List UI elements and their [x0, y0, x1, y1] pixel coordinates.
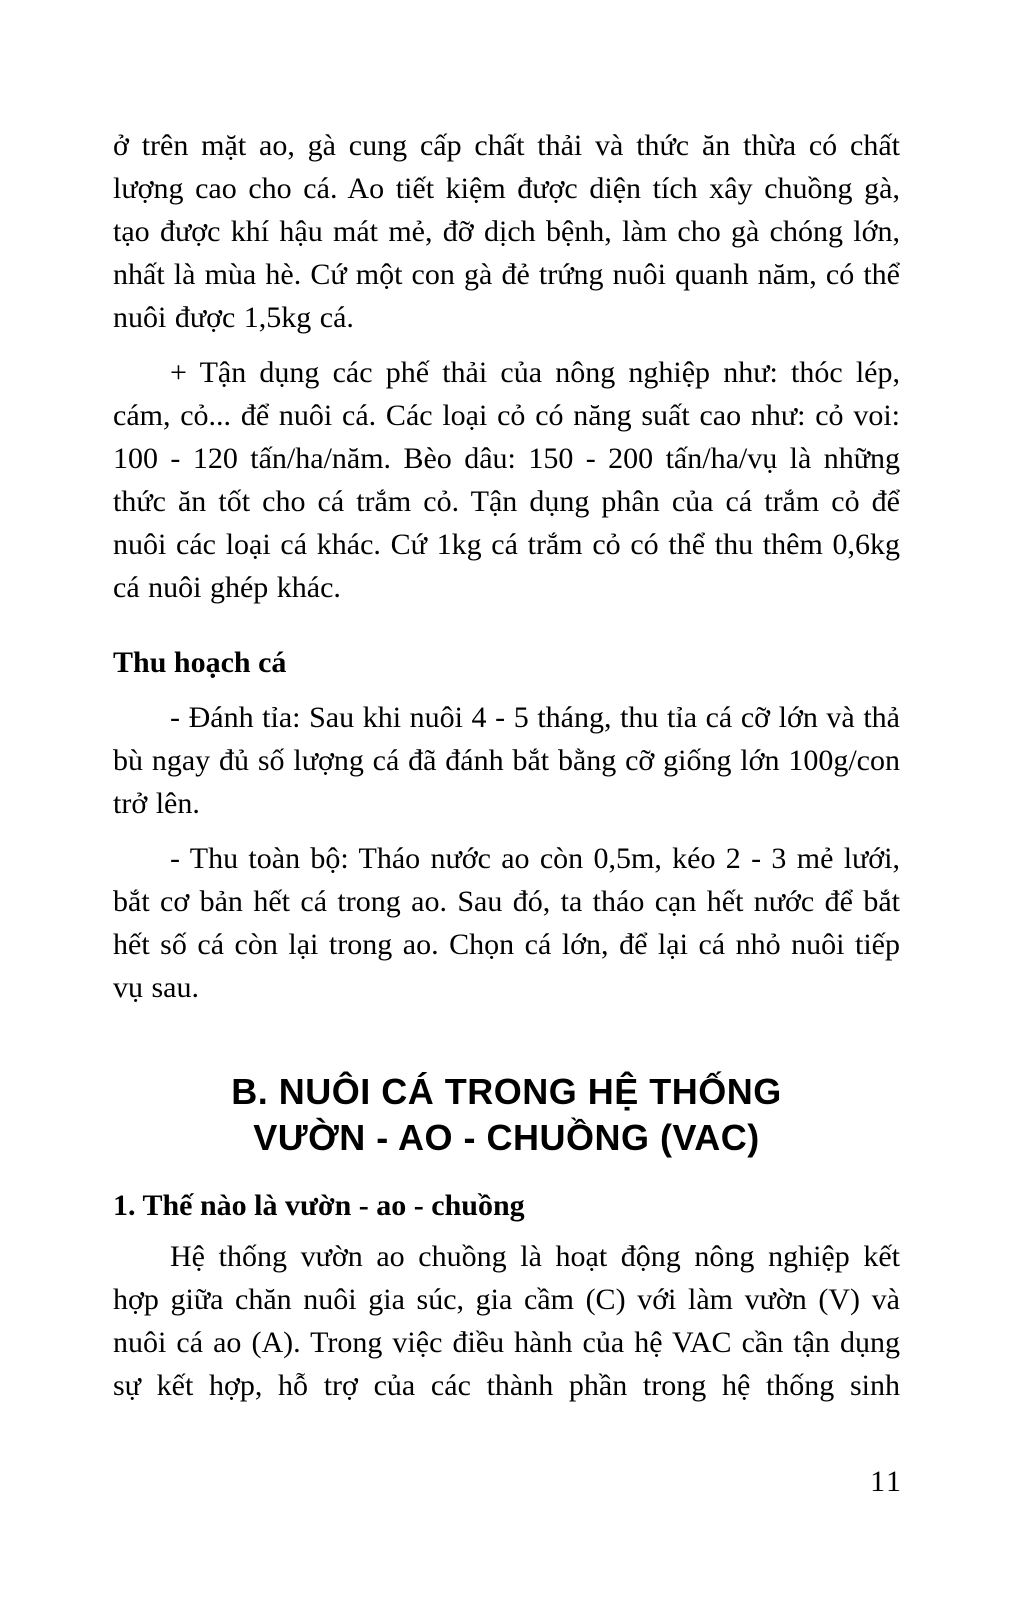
paragraph-chicken-pond-benefits: ở trên mặt ao, gà cung cấp chất thải và thức ăn thừa có chất lượng cao cho cá. Ao tiết kiệm được diện tích xây chuồng gà, tạo được khí hậu mát mẻ, đỡ dịch bệnh, làm cho gà chóng lớn, nhất là mùa hè. Cứ một con gà đẻ trứng nuôi quanh năm, có thể nuôi được 1,5kg cá. [113, 129, 900, 334]
section-title-vac [113, 1069, 900, 1161]
section-title-line-2: VƯỜN - AO - CHUỒNG (VAC) [253, 1117, 760, 1158]
heading-thu-hoach-ca: Thu hoạch cá [113, 646, 287, 679]
paragraph-agricultural-waste: + Tận dụng các phế thải của nông nghiệp như: thóc lép, cám, cỏ... để nuôi cá. Các loại cỏ có năng suất cao như: cỏ voi: 100 - 120 tấn/ha/năm. Bèo dâu: 150 - 200 tấn/ha/vụ là những thức ăn tốt cho cá trắm cỏ. Tận dụng phân của cá trắm cỏ để nuôi các loại cá khác. Cứ 1kg cá trắm cỏ có thể thu thêm 0,6kg cá nuôi ghép khác. [113, 356, 900, 604]
paragraph-vac-intro: Hệ thống vườn ao chuồng là hoạt động nông nghiệp kết hợp giữa chăn nuôi gia súc, gia cầm (C) với làm vườn (V) và nuôi cá ao (A). Trong việc điều hành của hệ VAC cần tận dụng sự kết hợp, hỗ trợ của các thành phần trong hệ thống sinh [113, 1240, 900, 1402]
paragraph-thu-toan-bo: - Thu toàn bộ: Tháo nước ao còn 0,5m, kéo 2 - 3 mẻ lưới, bắt cơ bản hết cá trong ao. Sau đó, ta tháo cạn hết nước để bắt hết số cá còn lại trong ao. Chọn cá lớn, để lại cá nhỏ nuôi tiếp vụ sau. [113, 842, 900, 1004]
heading-vac-definition: 1. Thế nào là vườn - ao - chuồng [113, 1189, 525, 1222]
page-number: 11 [870, 1465, 903, 1498]
paragraph-danh-tia: - Đánh tỉa: Sau khi nuôi 4 - 5 tháng, thu tỉa cá cỡ lớn và thả bù ngay đủ số lượng cá đã đánh bắt bằng cỡ giống lớn 100g/con trở lên. [113, 701, 900, 820]
text-block [113, 124, 900, 1419]
section-title-line-1: B. NUÔI CÁ TRONG HỆ THỐNG [231, 1071, 782, 1112]
